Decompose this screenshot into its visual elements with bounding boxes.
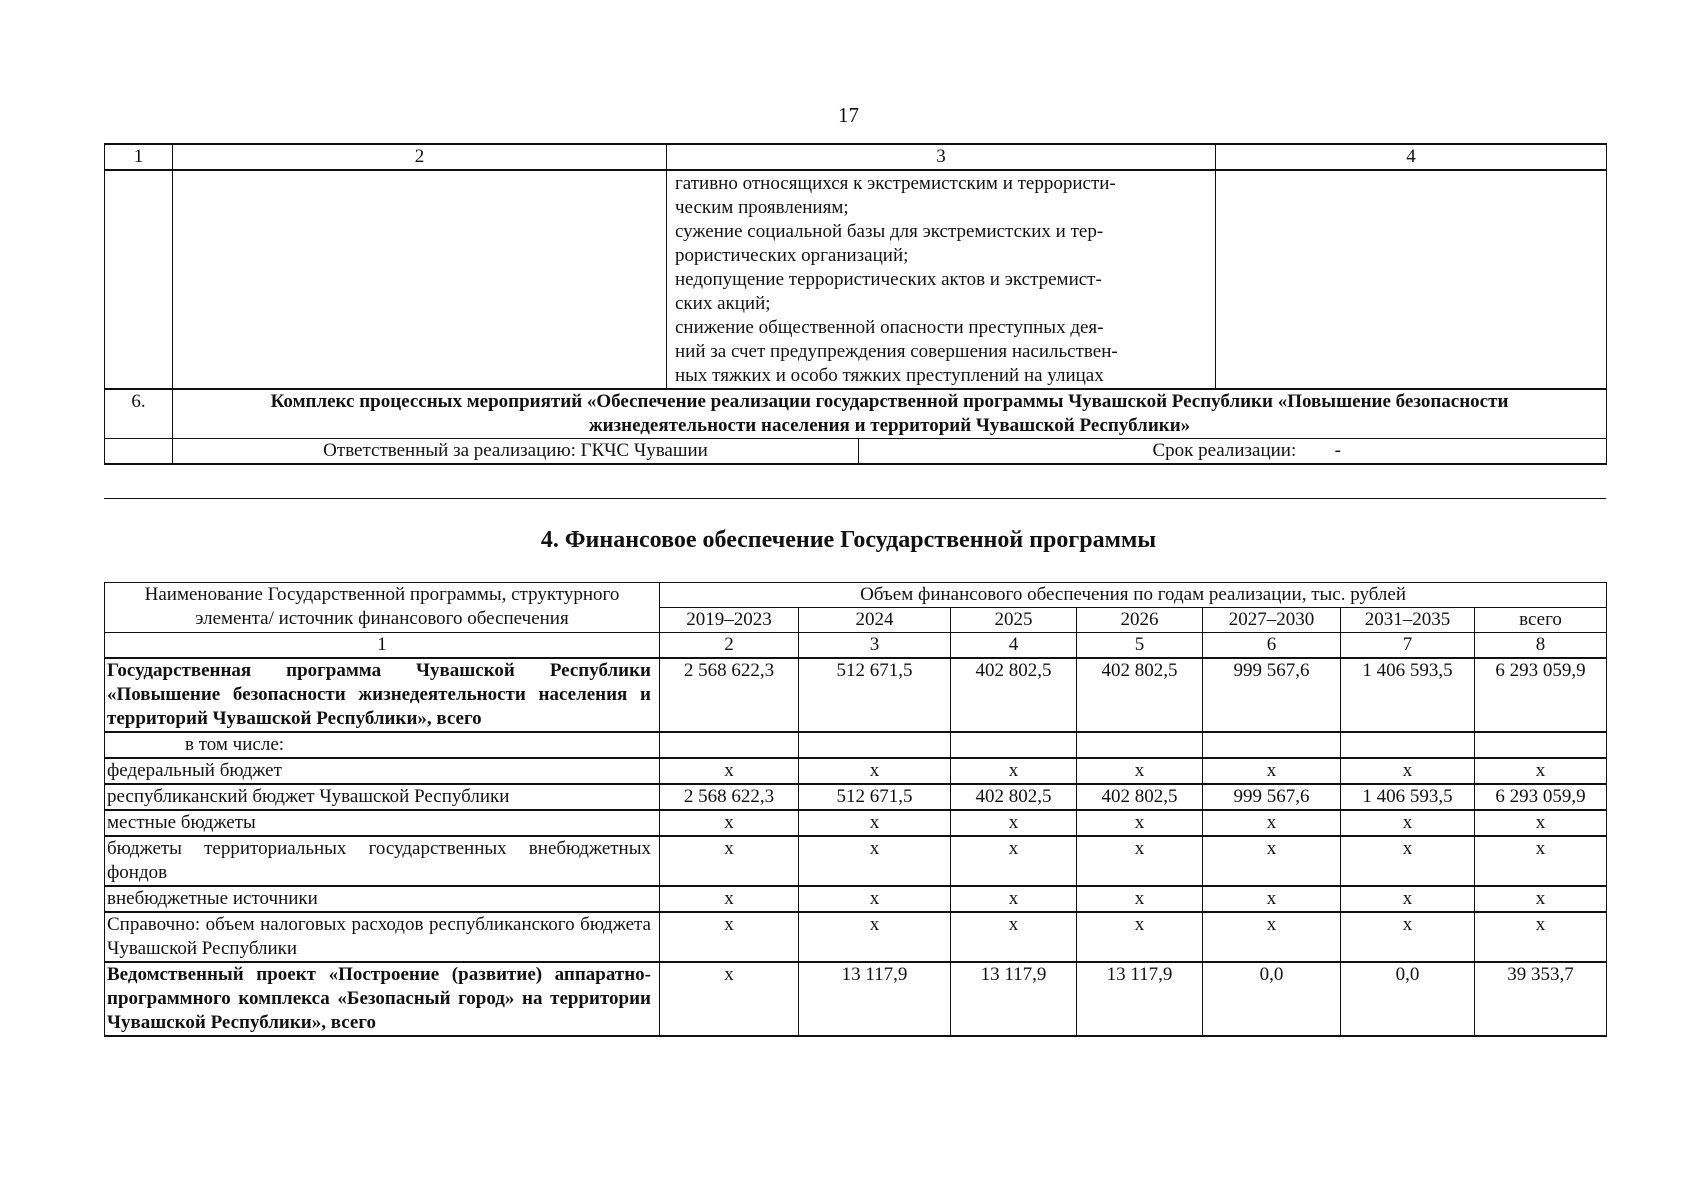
text-line: ний за счет предупреждения совершения насильствен- [675, 341, 1118, 362]
row-name: в том числе: [105, 732, 660, 758]
table-row [105, 962, 1607, 1036]
period-header: всего [1475, 608, 1607, 633]
value-cell: x [1203, 912, 1341, 962]
value-cell: 1 406 593,5 [1341, 658, 1475, 732]
text-line: гативно относящихся к экстремистским и террористи- [675, 173, 1116, 194]
row-name: Государственная программа Чувашской Республики «Повышение безопасности жизнедеятельности населения и территорий Чувашской Республики», всего [105, 658, 660, 732]
value-cell: 999 567,6 [1203, 658, 1341, 732]
value-cell: 1 406 593,5 [1341, 784, 1475, 810]
value-cell: 512 671,5 [799, 658, 951, 732]
table-row [105, 732, 1607, 758]
text-line: недопущение террористических актов и экстремист- [675, 269, 1102, 290]
value-cell: x [1475, 912, 1607, 962]
text-line: снижение общественной опасности преступных дея- [675, 317, 1104, 338]
column-number: 5 [1077, 633, 1203, 659]
value-cell: 0,0 [1341, 962, 1475, 1036]
text-line: рористических организаций; [675, 245, 909, 266]
value-cell: 2 568 622,3 [660, 784, 799, 810]
responsible-label: Ответственный за реализацию: ГКЧС Чувашии [173, 439, 859, 463]
value-cell: 13 117,9 [799, 962, 951, 1036]
value-cell: 402 802,5 [1077, 784, 1203, 810]
value-cell: x [1077, 810, 1203, 836]
column-number: 3 [799, 633, 951, 659]
value-cell: x [1341, 912, 1475, 962]
value-cell [951, 732, 1077, 758]
value-cell [1475, 732, 1607, 758]
table-row [105, 784, 1607, 810]
value-cell: 402 802,5 [951, 658, 1077, 732]
value-cell: 402 802,5 [951, 784, 1077, 810]
row-name: внебюджетные источники [105, 886, 660, 912]
value-cell: x [1341, 810, 1475, 836]
page-number: 17 [838, 103, 859, 127]
header-name: Наименование Государственной программы, структурного элемента/ источник финансового обеспечения [105, 583, 660, 633]
value-cell: x [1203, 886, 1341, 912]
value-cell: x [1341, 886, 1475, 912]
value-cell: x [660, 962, 799, 1036]
row-name: Ведомственный проект «Построение (развитие) аппаратно-программного комплекса «Безопасный город» на территории Чувашской Республики», всего [105, 962, 660, 1036]
table-row [105, 836, 1607, 886]
value-cell: x [660, 886, 799, 912]
table-row [105, 886, 1607, 912]
value-cell: x [799, 810, 951, 836]
value-cell [1203, 732, 1341, 758]
finance-table [104, 582, 1607, 1037]
column-number: 1 [105, 633, 660, 659]
column-number: 7 [1341, 633, 1475, 659]
column-number: 1 [105, 144, 173, 170]
header-volume: Объем финансового обеспечения по годам реализации, тыс. рублей [660, 583, 1607, 608]
value-cell: 402 802,5 [1077, 658, 1203, 732]
empty-cell [1216, 170, 1607, 389]
value-cell: 6 293 059,9 [1475, 658, 1607, 732]
value-cell: x [660, 836, 799, 886]
value-cell: x [951, 912, 1077, 962]
term-field [859, 439, 1606, 463]
value-cell [660, 732, 799, 758]
value-cell [1341, 732, 1475, 758]
value-cell: x [951, 886, 1077, 912]
value-cell: x [951, 836, 1077, 886]
value-cell: 2 568 622,3 [660, 658, 799, 732]
value-cell: x [1475, 886, 1607, 912]
value-cell: x [1203, 836, 1341, 886]
value-cell: x [1203, 758, 1341, 784]
column-number: 2 [660, 633, 799, 659]
text-line: сужение социальной базы для экстремистских и тер- [675, 221, 1104, 242]
value-cell: 0,0 [1203, 962, 1341, 1036]
value-cell: x [1475, 758, 1607, 784]
value-cell: 999 567,6 [1203, 784, 1341, 810]
section-title: Комплекс процессных мероприятий «Обеспечение реализации государственной программы Чувашской Республики «Повышение безопасности жизнедеятельности населения и территорий Чувашской Республики» [173, 389, 1607, 439]
value-cell: x [1203, 810, 1341, 836]
continuation-table [104, 143, 1607, 465]
text-line: ческим проявлениям; [675, 197, 849, 218]
table-row [105, 658, 1607, 732]
value-cell: x [799, 886, 951, 912]
value-cell: x [799, 912, 951, 962]
value-cell [1077, 732, 1203, 758]
value-cell: 512 671,5 [799, 784, 951, 810]
column-number: 8 [1475, 633, 1607, 659]
row-name: федеральный бюджет [105, 758, 660, 784]
empty-cell [105, 439, 173, 465]
row-name: бюджеты территориальных государственных внебюджетных фондов [105, 836, 660, 886]
empty-cell [105, 170, 173, 389]
table-row [105, 758, 1607, 784]
row-name: Справочно: объем налоговых расходов республиканского бюджета Чувашской Республики [105, 912, 660, 962]
period-header: 2027–2030 [1203, 608, 1341, 633]
value-cell: x [799, 758, 951, 784]
period-header: 2026 [1077, 608, 1203, 633]
value-cell: x [1077, 886, 1203, 912]
value-cell: 13 117,9 [951, 962, 1077, 1036]
term-label: Срок реализации: [1152, 440, 1297, 461]
value-cell: x [1077, 836, 1203, 886]
value-cell: x [1077, 912, 1203, 962]
value-cell: x [660, 810, 799, 836]
value-cell: x [951, 810, 1077, 836]
column-number: 4 [951, 633, 1077, 659]
term-value: - [1334, 440, 1341, 461]
value-cell: 39 353,7 [1475, 962, 1607, 1036]
period-header: 2031–2035 [1341, 608, 1475, 633]
period-header: 2025 [951, 608, 1077, 633]
section-heading: 4. Финансовое обеспечение Государственной программы [540, 527, 1157, 553]
column-number: 6 [1203, 633, 1341, 659]
row-name: республиканский бюджет Чувашской Республики [105, 784, 660, 810]
results-text-cell [667, 170, 1216, 389]
value-cell [799, 732, 951, 758]
value-cell: x [660, 758, 799, 784]
table-row [105, 912, 1607, 962]
period-header: 2019–2023 [660, 608, 799, 633]
value-cell: x [1475, 810, 1607, 836]
section-number: 6. [105, 389, 173, 439]
value-cell: 6 293 059,9 [1475, 784, 1607, 810]
table-row [105, 810, 1607, 836]
text-line: ских акций; [675, 293, 771, 314]
value-cell: 13 117,9 [1077, 962, 1203, 1036]
column-number: 4 [1216, 144, 1607, 170]
value-cell: x [1077, 758, 1203, 784]
value-cell: x [951, 758, 1077, 784]
value-cell: x [799, 836, 951, 886]
value-cell: x [1475, 836, 1607, 886]
period-header: 2024 [799, 608, 951, 633]
empty-cell [173, 170, 667, 389]
column-number: 3 [667, 144, 1216, 170]
column-number: 2 [173, 144, 667, 170]
text-line: ных тяжких и особо тяжких преступлений на улицах [675, 365, 1104, 386]
row-name: местные бюджеты [105, 810, 660, 836]
value-cell: x [1341, 758, 1475, 784]
value-cell: x [660, 912, 799, 962]
divider-line [104, 498, 1606, 499]
value-cell: x [1341, 836, 1475, 886]
